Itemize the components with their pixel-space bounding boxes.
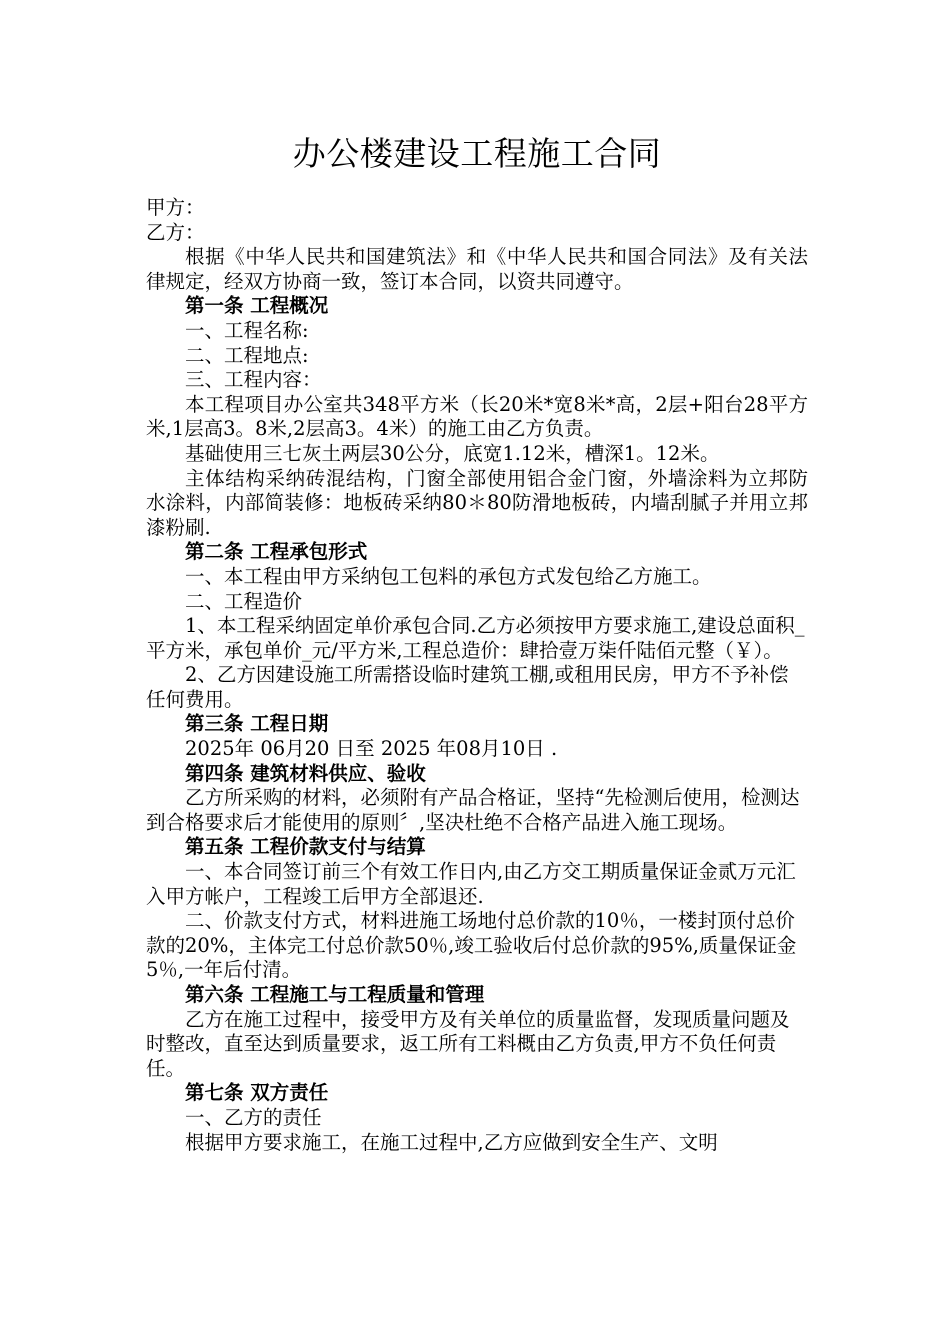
project-content-paragraph-2: 基础使用三七灰土两层30公分，底宽1.12米，槽深1。12米。 [185,441,720,465]
article-2-heading: 第二条 工程承包形式 [185,540,368,564]
article-7-heading: 第七条 双方责任 [185,1081,329,1105]
document-page [146,0,808,1155]
document-title: 办公楼建设工程施工合同 [292,134,662,173]
materials-paragraph: 乙方所采购的材料，必须附有产品合格证，坚持“先检测后使用，检测达到合格要求后才能使用的原则〞,坚决杜绝不合格产品进入施工现场。 [146,786,800,834]
contract-price-paragraph-1: 1、本工程采纳固定单价承包合同.乙方必须按甲方要求施工,建设总面积_平方米，承包单价_元/平方米,工程总造价：肆拾壹万柒仟陆佰元整（￥）。 [146,614,805,662]
payment-paragraph-1: 一、本合同签订前三个有效工作日内,由乙方交工期质量保证金贰万元汇入甲方帐户，工程竣工后甲方全部退还. [146,860,796,908]
article-4-heading: 第四条 建筑材料供应、验收 [185,761,426,785]
article-5-heading: 第五条 工程价款支付与结算 [185,835,426,859]
contract-price-paragraph-2: 2、乙方因建设施工所需搭设临时建筑工棚,或租用民房，甲方不予补偿任何费用。 [146,663,789,711]
preamble-paragraph: 根据《中华人民共和国建筑法》和《中华人民共和国合同法》及有关法律规定，经双方协商一致，签订本合同，以资共同遵守。 [146,245,808,293]
payment-paragraph-2: 二、价款支付方式，材料进施工场地付总价款的10％，一楼封顶付总价款的20%，主体完工付总价款50％,竣工验收后付总价款的95%,质量保证金5％,一年后付清。 [146,909,797,982]
party-b-duties-label: 一、乙方的责任 [185,1105,322,1129]
article-3-heading: 第三条 工程日期 [185,712,329,736]
project-content-paragraph-1: 本工程项目办公室共348平方米（长20米*宽8米*高，2层+阳台28平方米,1层高3。8米,2层高3。4米）的施工由乙方负责。 [146,392,808,441]
project-content-label: 三、工程内容： [185,368,322,392]
contract-form-item-2: 二、工程造价 [185,589,303,613]
project-content-paragraph-3: 主体结构采纳砖混结构，门窗全部使用铝合金门窗，外墙涂料为立邦防水涂料，内部简装修：地板砖采纳80＊80防滑地板砖，内墙刮腻子并用立邦漆粉刷. [146,466,808,539]
project-name-line: 一、工程名称: [185,318,309,342]
article-1-heading: 第一条 工程概况 [185,294,329,318]
project-dates-line: 2025年 06月20 日至 2025 年08月10日 . [185,737,558,761]
quality-paragraph: 乙方在施工过程中，接受甲方及有关单位的质量监督，发现质量问题及时整改，直至达到质量要求，返工所有工料概由乙方负责,甲方不负任何责任。 [146,1007,790,1080]
contract-form-item-1: 一、本工程由甲方采纳包工包料的承包方式发包给乙方施工。 [185,564,712,588]
party-b-line: 乙方： [146,220,205,244]
project-location-line: 二、工程地点: [185,343,309,367]
party-a-line: 甲方： [146,196,205,219]
article-6-heading: 第六条 工程施工与工程质量和管理 [185,983,485,1006]
party-b-duties-paragraph: 根据甲方要求施工，在施工过程中,乙方应做到安全生产、文明 [185,1130,718,1154]
document-body [146,196,808,1155]
